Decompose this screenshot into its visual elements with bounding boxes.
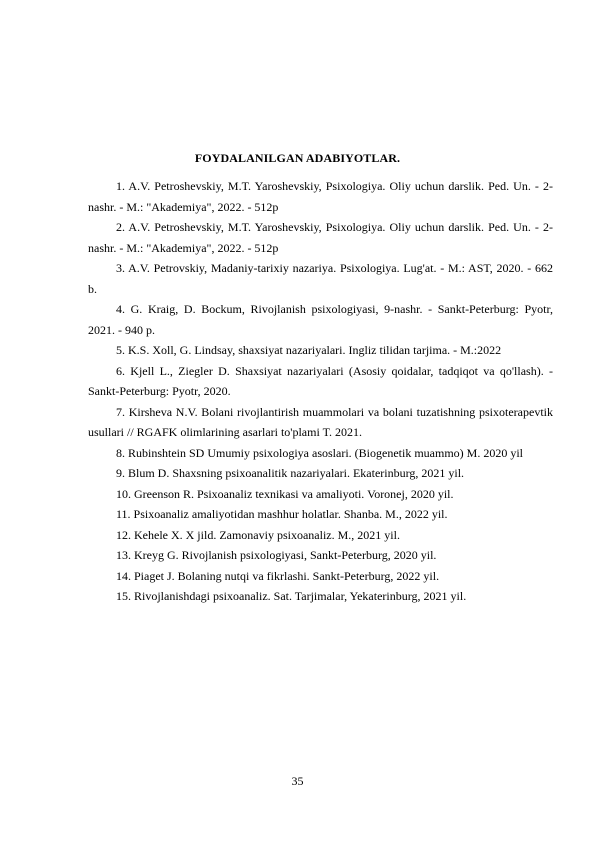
- reference-item: 14. Piaget J. Bolaning nutqi va fikrlashi. Sankt-Peterburg, 2022 yil.: [116, 568, 440, 583]
- reference-item: 11. Psixoanaliz amaliyotidan mashhur holatlar. Shanba. M., 2022 yil.: [116, 507, 448, 521]
- page-number: 35: [291, 774, 304, 788]
- reference-item: 10. Greenson R. Psixoanaliz texnikasi va amaliyoti. Voronej, 2020 yil.: [116, 486, 454, 501]
- reference-item: 8. Rubinshtein SD Umumiy psixologiya asoslari. (Biogenetik muammo) M. 2020 yil: [116, 445, 523, 460]
- reference-item: 1. A.V. Petroshevskiy, M.T. Yaroshevskiy, Psixologiya. Oliy uchun darslik. Ped. Un. - 2-nashr. - M.: "Akademiya", 2022. - 512p: [88, 179, 553, 214]
- reference-item: 2. A.V. Petroshevskiy, M.T. Yaroshevskiy, Psixologiya. Oliy uchun darslik. Ped. Un. - 2-nashr. - M.: "Akademiya", 2022. - 512p: [88, 220, 553, 255]
- reference-list: [88, 176, 553, 607]
- reference-item: 12. Kehele X. X jild. Zamonaviy psixoanaliz. M., 2021 yil.: [116, 527, 400, 542]
- reference-item: 6. Kjell L., Ziegler D. Shaxsiyat nazariyalari (Asosiy qoidalar, tadqiqot va qo'llash). - Sankt-Peterburg: Pyotr, 2020.: [88, 363, 553, 398]
- reference-item: 13. Kreyg G. Rivojlanish psixologiyasi, Sankt-Peterburg, 2020 yil.: [116, 548, 437, 562]
- reference-item: 9. Blum D. Shaxsning psixoanalitik nazariyalari. Ekaterinburg, 2021 yil.: [116, 466, 465, 480]
- reference-item: 4. G. Kraig, D. Bockum, Rivojlanish psixologiyasi, 9-nashr. - Sankt-Peterburg: Pyotr, 2021. - 940 p.: [88, 302, 553, 337]
- reference-item: 3. A.V. Petrovskiy, Madaniy-tarixiy nazariya. Psixologiya. Lug'at. - M.: AST, 2020. - 662 b.: [88, 261, 553, 296]
- reference-item: 15. Rivojlanishdagi psixoanaliz. Sat. Tarjimalar, Yekaterinburg, 2021 yil.: [116, 589, 467, 603]
- reference-item: 7. Kirsheva N.V. Bolani rivojlantirish muammolari va bolani tuzatishning psixoterapevtik usullari // RGAFK olimlarining asarlari to'plami T. 2021.: [88, 404, 553, 439]
- page-title: FOYDALANILGAN ADABIYOTLAR.: [194, 151, 401, 165]
- reference-item: 5. K.S. Xoll, G. Lindsay, shaxsiyat nazariyalari. Ingliz tilidan tarjima. - M.:2022: [116, 343, 502, 357]
